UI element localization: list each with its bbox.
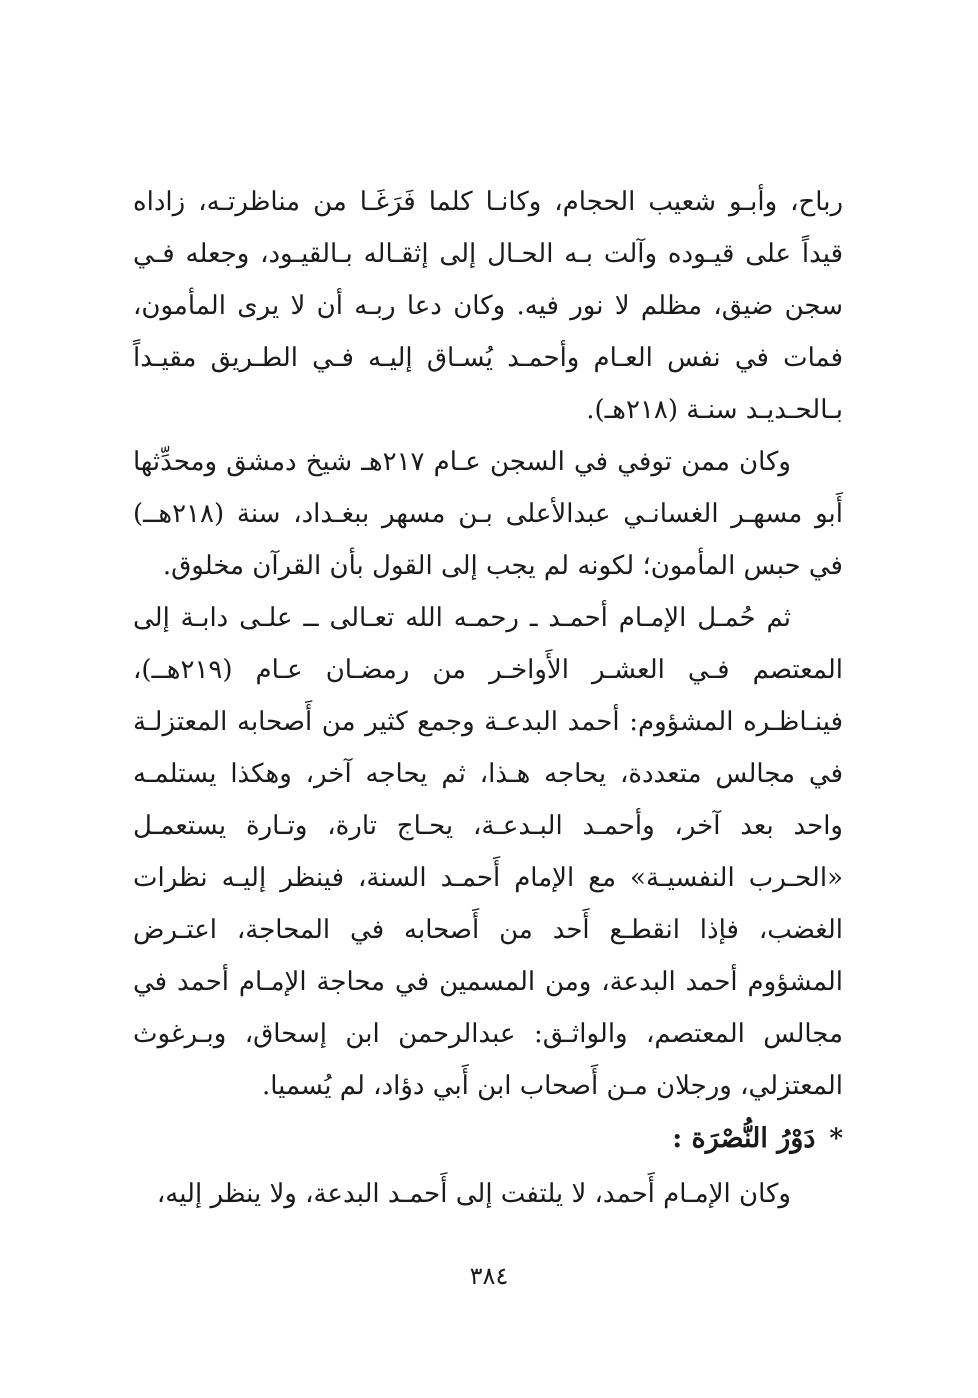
section-heading-text: دَوْرُ النُّصْرَة : bbox=[672, 1123, 816, 1154]
body-text bbox=[133, 176, 843, 1220]
paragraph-2: وكان ممن توفي في السجن عـام ٢١٧هـ شيخ دمشق ومحدِّثها أَبو مسهـر الغسانـي عبدالأعلى بـن مسهر ببغـداد، سنة (٢١٨هــ) في حبس المأمون؛ لكونه لم يجب إلى القول بأن القرآن مخلوق. bbox=[133, 447, 843, 581]
paragraph-4: وكان الإمـام أَحمد، لا يلتفت إلى أَحمـد البدعة، ولا ينظر إليه، bbox=[156, 1179, 791, 1209]
section-heading bbox=[133, 1114, 843, 1164]
paragraph-3: ثم حُمـل الإمـام أحمـد ـ رحمـه الله تعـالى ــ علـى دابـة إلى المعتصم فـي العشـر الأَواخـر من رمضـان عـام (٢١٩هــ)، فينـاظـره المشؤوم: أحمد البدعـة وجمع كثير من أَصحابه المعتزلـة في مجالس متعددة، يحاجه هـذا، ثم يحاجه آخر، وهكذا يستلمـه واحد بعد آخر، وأحمـد البـدعـة، يحـاج تارة، وتـارة يستعمـل «الحـرب النفسيـة» مع الإمام أَحمـد السنة، فينظر إليـه نظرات الغضب، فإذا انقطـع أَحد من أَصحابه في المحاجة، اعتـرض المشؤوم أحمد البدعة، ومن المسمين في محاجة الإمـام أحمد في مجالس المعتصم، والواثـق: عبدالرحمن ابن إسحاق، وبـرغوث المعتزلي، ورجلان مـن أَصحاب ابن أَبي دؤاد، لم يُسميا. bbox=[133, 603, 843, 1101]
asterisk-icon: * bbox=[829, 1124, 843, 1154]
page-number: ٣٨٤ bbox=[469, 1262, 509, 1290]
paragraph-1: رباح، وأبـو شعيب الحجام، وكانـا كلما فَرَغَـا من مناظرتـه، زاداه قيداً على قيـوده وآلت بـه الحـال إلى إثقـاله بـالقيـود، وجعله فـي سجن ضيق، مظلم لا نور فيه. وكان دعا ربـه أن لا يرى المأمون، فمات في نفس العـام وأحمـد يُسـاق إليـه فـي الطـريق مقيـداً بـالحـديـد سنـة (٢١٨هـ). bbox=[133, 187, 843, 425]
